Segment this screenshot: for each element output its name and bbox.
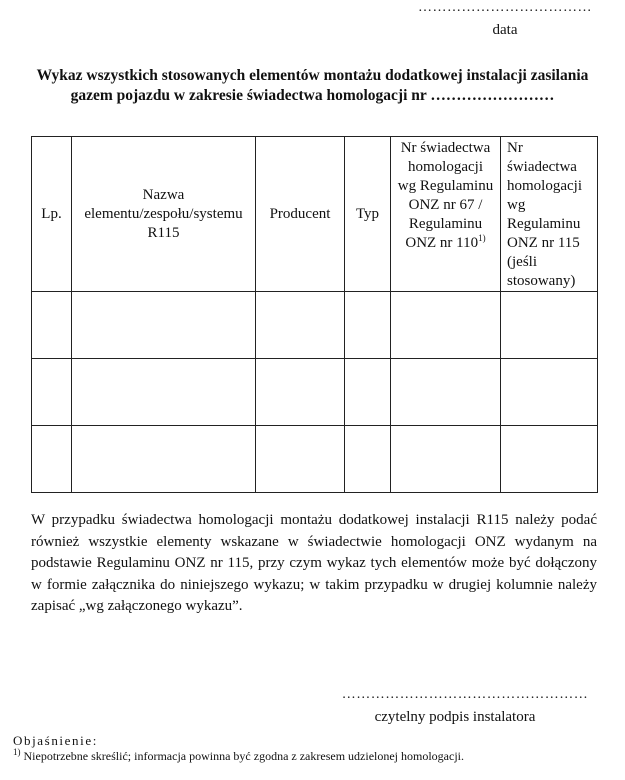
table-cell[interactable] xyxy=(256,292,345,359)
table-cell[interactable] xyxy=(501,426,598,493)
table-row xyxy=(32,292,598,359)
table-cell[interactable] xyxy=(256,426,345,493)
table-cell[interactable] xyxy=(501,359,598,426)
table-cell[interactable] xyxy=(391,292,501,359)
footnote-ref: 1) xyxy=(478,233,486,243)
table-header-row xyxy=(32,137,598,292)
footnote-text: Niepotrzebne skreślić; informacja powinna być zgodna z zakresem udzielonej homologacji. xyxy=(20,749,465,763)
signature-label: czytelny podpis instalatora xyxy=(374,709,536,725)
date-label: data xyxy=(492,22,518,38)
column-header-nr-67-110-text: Nr świadectwa homologacji wg Regulaminu ONZ nr 67 / Regulaminu ONZ nr 110 xyxy=(397,140,494,251)
table-cell[interactable] xyxy=(72,426,256,493)
column-header-lp: Lp. xyxy=(32,137,72,292)
column-header-producent: Producent xyxy=(256,137,345,292)
date-dotted-line: ……………………………… xyxy=(418,0,592,15)
table-cell[interactable] xyxy=(256,359,345,426)
instruction-paragraph: W przypadku świadectwa homologacji montażu dodatkowej instalacji R115 należy podać również wszystkie elementy wskazane w świadectwie homologacji ONZ wydanym na podstawie Regulaminu ONZ nr 115, przy czym wykaz tych elementów może być dołączony w formie załącznika do niniejszego wykazu; w takim przypadku w drugiej kolumnie należy zapisać „wg załączonego wykazu”. xyxy=(31,512,597,614)
table-cell[interactable] xyxy=(72,359,256,426)
column-header-nr-67-110 xyxy=(391,137,501,292)
table-cell[interactable] xyxy=(32,426,72,493)
table-row xyxy=(32,359,598,426)
title-line-2: gazem pojazdu w zakresie świadectwa homologacji nr …………………… xyxy=(70,87,555,104)
footnote-marker: 1) xyxy=(13,747,21,757)
table-cell[interactable] xyxy=(391,426,501,493)
column-header-typ: Typ xyxy=(345,137,391,292)
elements-table xyxy=(31,136,598,493)
signature-dotted-line: …………………………………………… xyxy=(341,687,589,702)
table-cell[interactable] xyxy=(345,426,391,493)
table-cell[interactable] xyxy=(391,359,501,426)
footnote xyxy=(13,749,464,764)
document-title xyxy=(20,66,605,106)
table-cell[interactable] xyxy=(32,359,72,426)
table-cell[interactable] xyxy=(345,359,391,426)
table-cell[interactable] xyxy=(72,292,256,359)
explanation-heading: Objaśnienie: xyxy=(13,733,98,748)
table-cell[interactable] xyxy=(345,292,391,359)
column-header-nr-115: Nr świadectwa homologacji wg Regulaminu ONZ nr 115 (jeśli stosowany) xyxy=(501,137,598,292)
table-cell[interactable] xyxy=(32,292,72,359)
table-row xyxy=(32,426,598,493)
title-line-1: Wykaz wszystkich stosowanych elementów montażu dodatkowej instalacji zasilania xyxy=(36,67,589,84)
column-header-nazwa: Nazwa elementu/zespołu/systemu R115 xyxy=(72,137,256,292)
table-cell[interactable] xyxy=(501,292,598,359)
